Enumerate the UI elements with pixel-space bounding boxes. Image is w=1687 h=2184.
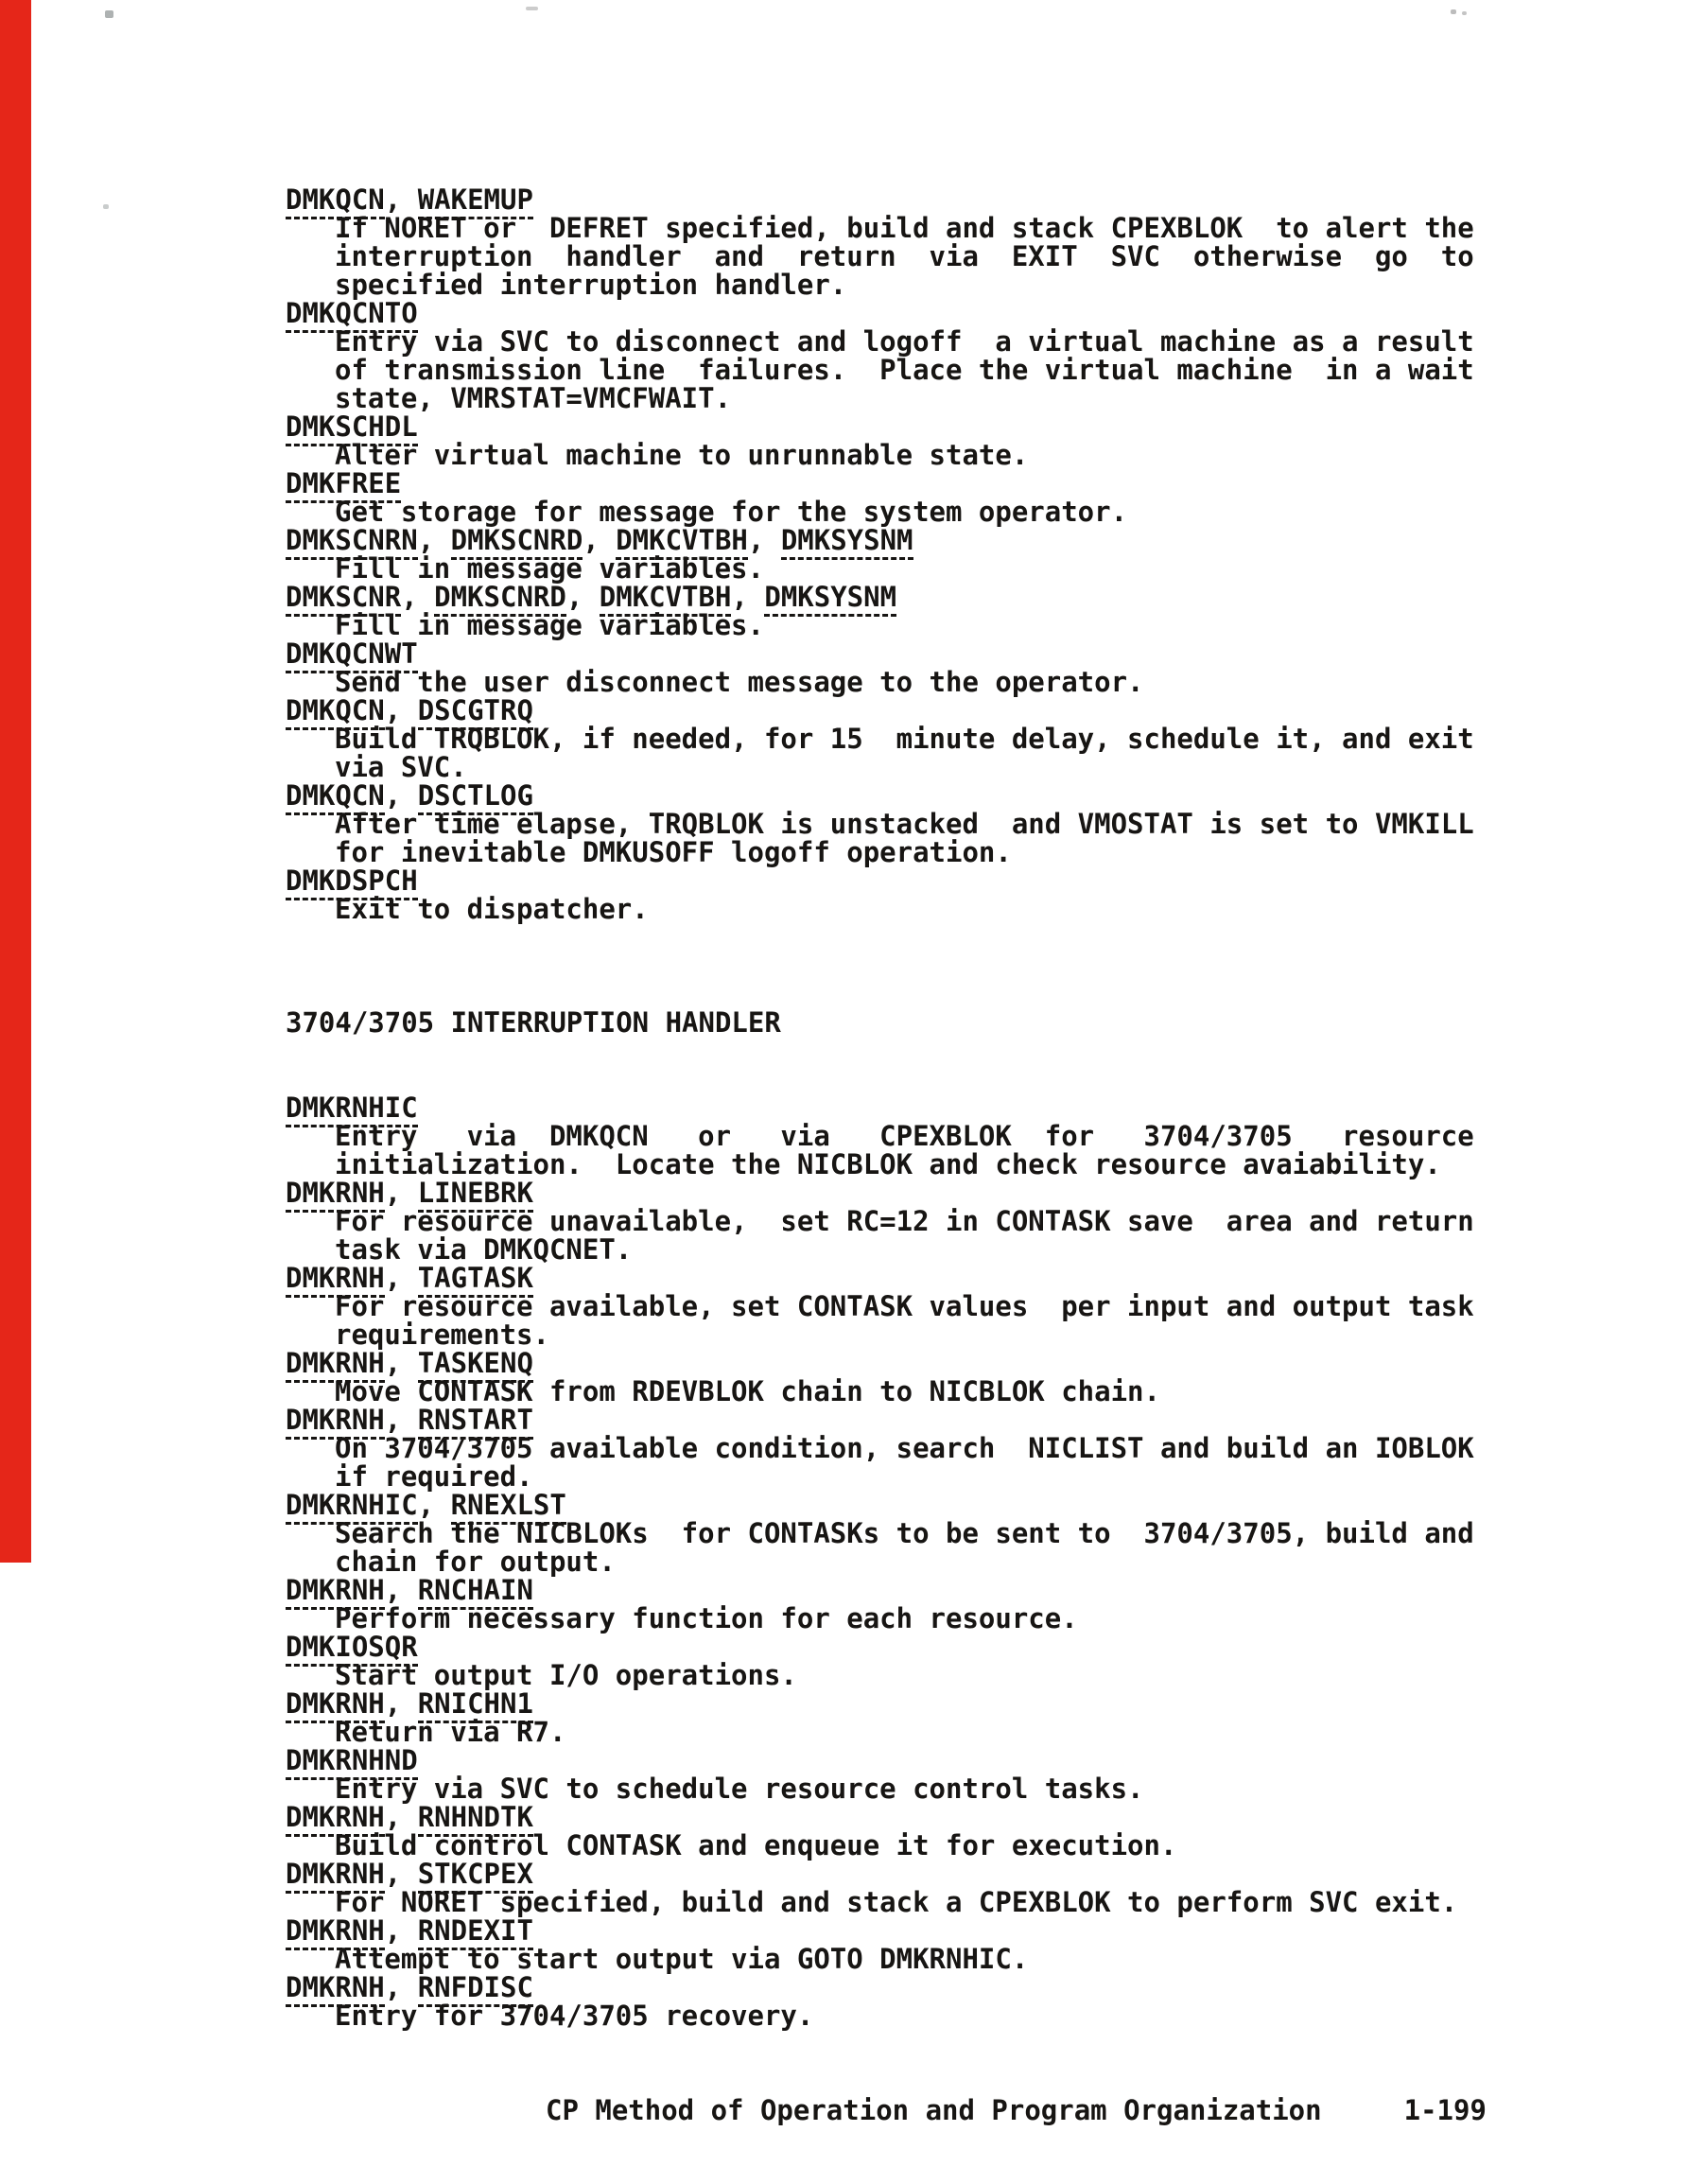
entry-name: DMKRNHIC	[286, 1092, 418, 1127]
entry-description-line: Build control CONTASK and enqueue it for execution.	[335, 1829, 1177, 1861]
entry-heading	[286, 299, 1534, 327]
entry-description-line: specified interruption handler.	[335, 269, 847, 301]
entry-name: RNEXLST	[451, 1489, 566, 1525]
entry-name: DMKIOSQR	[286, 1631, 418, 1667]
footer-title: CP Method of Operation and Program Organization	[546, 2094, 1322, 2126]
entry-description-line: Search the NICBLOKs for CONTASKs to be sent to 3704/3705, build and	[335, 1517, 1474, 1549]
entry-description-line: Start output I/O operations.	[335, 1659, 797, 1691]
entry-name: DMKFREE	[286, 467, 401, 503]
entry-name: DMKQCN	[286, 183, 385, 219]
entry-heading	[286, 639, 1534, 668]
entry-name: RNCHAIN	[418, 1574, 533, 1610]
entry-name: DMKRNH	[286, 1262, 385, 1298]
entry-name: DSCGTRQ	[418, 694, 533, 730]
entry-name: DMKSCNR	[286, 581, 401, 617]
entry-name: TAGTASK	[418, 1262, 533, 1298]
title-gap	[286, 1037, 1534, 1093]
entry-description-line: On 3704/3705 available condition, search NICLIST and build an IOBLOK	[335, 1432, 1474, 1464]
entry-name: RNFDISC	[418, 1971, 533, 2007]
entry-heading: DMKRNH, RNFDISC	[286, 1973, 1534, 2001]
entry-name: DMKRNHIC	[286, 1489, 418, 1525]
entry-heading: DMKRNH, RNCHAIN	[286, 1576, 1534, 1604]
entry-name: TASKENQ	[418, 1347, 533, 1383]
entry-description-line: Fill in message variables.	[335, 609, 764, 641]
entry-heading	[286, 469, 1534, 498]
entry-description-line: interruption handler and return via EXIT SVC otherwise go to	[335, 240, 1474, 272]
entry-description-line: Move CONTASK from RDEVBLOK chain to NICBLOK chain.	[335, 1375, 1160, 1407]
entry-name: DMKSCHDL	[286, 411, 418, 446]
entry-name: DMKSCNRD	[451, 524, 583, 560]
entry-name: DMKRNH	[286, 1858, 385, 1894]
entry-heading: DMKRNH, RNICHN1	[286, 1689, 1534, 1718]
entry-heading: DMKSCNR, DMKSCNRD, DMKCVTBH, DMKSYSNM	[286, 583, 1534, 611]
entry-description-line: initialization. Locate the NICBLOK and check resource avaiability.	[335, 1148, 1441, 1180]
entry-name: DMKQCNTO	[286, 297, 418, 333]
entry-heading: DMKQCN, DSCGTRQ	[286, 696, 1534, 725]
entry-heading: DMKRNH, TAGTASK	[286, 1264, 1534, 1292]
entry-heading: DMKQCN, DSCTLOG	[286, 781, 1534, 810]
page-footer	[546, 2096, 1534, 2124]
entry-name: DMKQCNWT	[286, 638, 418, 673]
entry-name: DMKRNH	[286, 1404, 385, 1440]
entry-heading: DMKRNHIC, RNEXLST	[286, 1491, 1534, 1519]
footer-page-number: 1-199	[1403, 2094, 1487, 2126]
entry-name: DMKDSPCH	[286, 865, 418, 900]
entry-name: DMKRNH	[286, 1687, 385, 1723]
entry-name: DMKRNH	[286, 1971, 385, 2007]
entry-name: DMKRNH	[286, 1801, 385, 1837]
entry-heading: DMKRNH, STKCPEX	[286, 1860, 1534, 1888]
scan-speck	[1451, 9, 1456, 14]
entry-heading: DMKSCNRN, DMKSCNRD, DMKCVTBH, DMKSYSNM	[286, 526, 1534, 554]
entry-name: RNDEXIT	[418, 1914, 533, 1950]
entry-description-line: Send the user disconnect message to the operator.	[335, 666, 1144, 698]
scan-speck	[1462, 11, 1467, 15]
entry-name: DSCTLOG	[418, 779, 533, 815]
entry-description-line: if required.	[335, 1460, 533, 1493]
entry-description-line: via SVC.	[335, 751, 467, 783]
entry-name: DMKSYSNM	[781, 524, 913, 560]
entry-heading: DMKRNH, LINEBRK	[286, 1179, 1534, 1207]
entry-description-line: Get storage for message for the system operator.	[335, 496, 1128, 528]
section-heading: 3704/3705 INTERRUPTION HANDLER	[286, 1006, 781, 1039]
entry-heading	[286, 866, 1534, 895]
entry-heading: DMKRNH, RNSTART	[286, 1406, 1534, 1434]
scan-speck	[526, 7, 538, 10]
entry-description-line: requirements.	[335, 1319, 549, 1351]
entry-name: RNHNDTK	[418, 1801, 533, 1837]
entry-name: DMKRNH	[286, 1177, 385, 1213]
entry-description-line: Entry via SVC to schedule resource control tasks.	[335, 1773, 1144, 1805]
entry-description-line: For resource available, set CONTASK values per input and output task	[335, 1290, 1474, 1322]
entry-description-line: Entry via SVC to disconnect and logoff a virtual machine as a result	[335, 325, 1474, 358]
section-gap	[286, 923, 1534, 1008]
entry-description-line: Entry for 3704/3705 recovery.	[335, 2000, 814, 2032]
scan-speck	[105, 10, 113, 18]
entry-description-line: Exit to dispatcher.	[335, 893, 649, 925]
entry-description-line: Alter virtual machine to unrunnable state.	[335, 439, 1029, 471]
entry-description-line: Entry via DMKQCN or via CPEXBLOK for 3704/3705 resource	[335, 1120, 1474, 1152]
entry-description-line: Return via R7.	[335, 1716, 566, 1748]
scan-speck	[103, 204, 109, 209]
entry-name: DMKRNHND	[286, 1744, 418, 1780]
entry-description-line: After time elapse, TRQBLOK is unstacked and VMOSTAT is set to VMKILL	[335, 808, 1474, 840]
entry-name: DMKRNH	[286, 1574, 385, 1610]
entry-heading	[286, 412, 1534, 441]
entry-heading: DMKQCN, WAKEMUP	[286, 185, 1534, 214]
entry-heading	[286, 1093, 1534, 1122]
entry-description-line: chain for output.	[335, 1546, 616, 1578]
entry-name: LINEBRK	[418, 1177, 533, 1213]
entry-name: DMKRNH	[286, 1914, 385, 1950]
entry-heading: DMKRNH, RNHNDTK	[286, 1803, 1534, 1831]
entry-name: DMKSCNRN	[286, 524, 418, 560]
entry-name: DMKSCNRD	[434, 581, 566, 617]
entry-description-line: task via DMKQCNET.	[335, 1233, 633, 1266]
entry-description-line: state, VMRSTAT=VMCFWAIT.	[335, 382, 732, 414]
entry-description-line: Build TRQBLOK, if needed, for 15 minute delay, schedule it, and exit	[335, 723, 1474, 755]
entry-name: DMKCVTBH	[616, 524, 748, 560]
entry-description-line: for inevitable DMKUSOFF logoff operation.	[335, 836, 1012, 868]
entry-description-line: For resource unavailable, set RC=12 in CONTASK save area and return	[335, 1205, 1474, 1237]
entry-name: STKCPEX	[418, 1858, 533, 1894]
entry-description-line: If NORET or DEFRET specified, build and stack CPEXBLOK to alert the	[335, 212, 1474, 244]
entry-name: RNICHN1	[418, 1687, 533, 1723]
entry-description-line: of transmission line failures. Place the virtual machine in a wait	[335, 354, 1474, 386]
entry-heading	[286, 1633, 1534, 1661]
entry-heading: DMKRNH, RNDEXIT	[286, 1916, 1534, 1945]
entry-name: DMKCVTBH	[600, 581, 732, 617]
entry-name: DMKQCN	[286, 694, 385, 730]
entry-description-line: Perform necessary function for each resource.	[335, 1602, 1078, 1634]
entry-name: DMKRNH	[286, 1347, 385, 1383]
entry-name: DMKQCN	[286, 779, 385, 815]
entry-name: DMKSYSNM	[764, 581, 896, 617]
page-edge-stripe	[0, 0, 31, 1563]
entry-name: RNSTART	[418, 1404, 533, 1440]
entry-heading: DMKRNH, TASKENQ	[286, 1349, 1534, 1377]
entry-heading	[286, 1746, 1534, 1774]
entry-name: WAKEMUP	[418, 183, 533, 219]
entry-description-line: Fill in message variables.	[335, 552, 764, 585]
text-body	[286, 185, 1534, 2124]
entry-description-line: For NORET specified, build and stack a CPEXBLOK to perform SVC exit.	[335, 1886, 1458, 1918]
entry-description-line: Attempt to start output via GOTO DMKRNHIC.	[335, 1943, 1029, 1975]
sections-host	[286, 185, 1534, 2030]
